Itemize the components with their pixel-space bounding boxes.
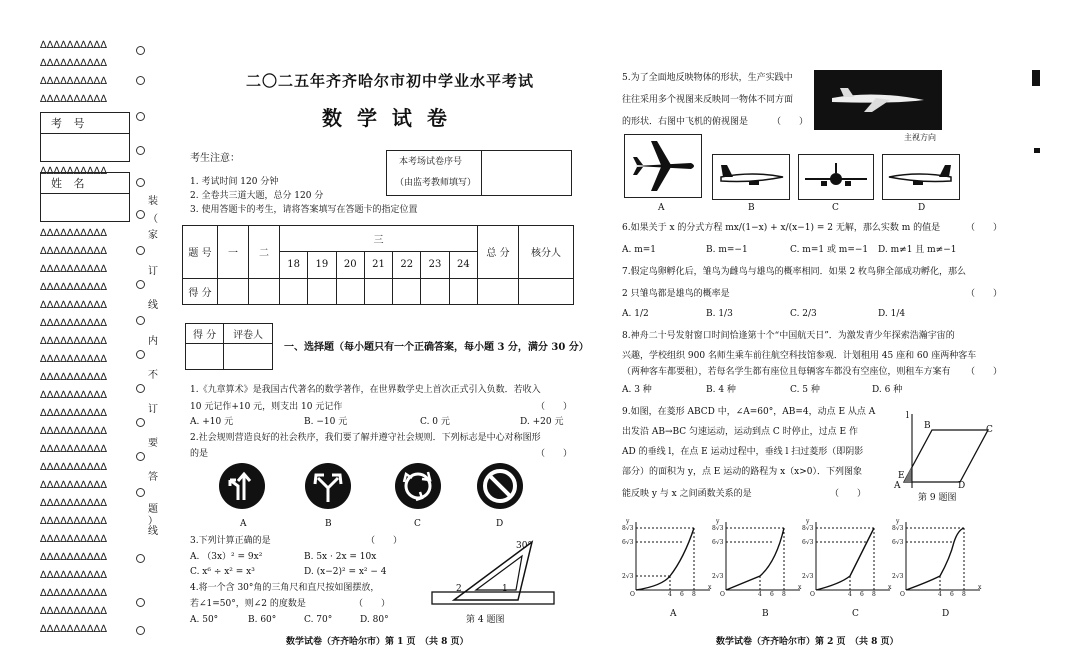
plane-side-view-icon <box>713 155 789 199</box>
q8-text: 兴趣，学校组织 900 名师生乘车前往航空科技馆参观．计划租用 45 座和 60 座两种客车 <box>622 351 977 361</box>
q7-answer-paren[interactable]: （ ） <box>966 289 1003 299</box>
airplane-photo-icon <box>814 70 942 130</box>
binding-hole-icon <box>136 178 145 187</box>
score-subcol: 21 <box>364 252 392 278</box>
q2-text: 的是 <box>190 449 209 459</box>
q7-option-a[interactable]: A. 1/2 <box>622 309 649 319</box>
triangle-row: ∆∆∆∆∆∆∆∆∆∆ <box>40 624 107 635</box>
q9-text: 9.如图，在菱形 ABCD 中，∠A=60°，AB=4，动点 E 从点 A <box>622 407 876 417</box>
binding-note-char: 订 <box>148 404 158 415</box>
q4-option-c[interactable]: C. 70° <box>304 615 333 625</box>
q8-answer-paren[interactable]: （ ） <box>966 367 1003 377</box>
binding-note-char: ） <box>148 516 158 527</box>
q2-label-c: C <box>414 519 421 529</box>
score-cell[interactable] <box>393 278 421 304</box>
y-tick-label: 8√3 <box>892 525 904 532</box>
triangle-row: ∆∆∆∆∆∆∆∆∆∆ <box>40 480 107 491</box>
x-tick-label: 4 <box>938 591 942 598</box>
binding-hole-icon <box>136 554 145 563</box>
score-subcol: 24 <box>449 252 477 278</box>
triangle-row: ∆∆∆∆∆∆∆∆∆∆ <box>40 588 107 599</box>
origin-label: O <box>630 591 635 598</box>
q2-label-d: D <box>496 519 504 529</box>
axis-y-label: y <box>896 518 900 525</box>
y-tick-label: 8√3 <box>622 525 634 532</box>
axis-x-label: x <box>708 584 712 591</box>
triangle-row: ∆∆∆∆∆∆∆∆∆∆ <box>40 228 107 239</box>
q9-graph-label-a: A <box>670 609 677 619</box>
q4-figure-caption: 第 4 题图 <box>466 615 505 625</box>
x-tick-label: 8 <box>692 591 696 598</box>
score-cell[interactable] <box>364 278 392 304</box>
q2-label-a: A <box>240 519 247 529</box>
axis-y-label: y <box>806 518 810 525</box>
notice-heading: 考生注意： <box>190 153 240 164</box>
q4-figure <box>428 534 558 622</box>
q4-option-b[interactable]: B. 60° <box>248 615 277 625</box>
q8-text: （两种客车都要租），若每名学生都有座位且每辆客车都没有空座位，则租车方案有 <box>622 367 951 377</box>
q6-option-d[interactable]: D. m≠1 且 m≠−1 <box>878 245 957 255</box>
binding-note-char: 要 <box>148 438 158 449</box>
plane-front-view-icon <box>799 155 873 199</box>
q3-option-c[interactable]: C. x⁶ ÷ x² = x³ <box>190 567 255 577</box>
binding-note-char: （ <box>148 214 158 225</box>
notice-item: 1. 考试时间 120 分钟 <box>190 177 279 187</box>
triangle-row: ∆∆∆∆∆∆∆∆∆∆ <box>40 300 107 311</box>
page-footer-left: 数学试卷（齐齐哈尔市）第 1 页 （共 8 页） <box>286 637 469 647</box>
binding-note-char: 家 <box>148 230 158 241</box>
q8-option-c[interactable]: C. 5 种 <box>790 385 820 395</box>
y-tick-label: 2√3 <box>712 573 724 580</box>
q3-answer-paren[interactable]: （ ） <box>366 536 403 546</box>
q1-answer-paren[interactable]: （ ） <box>536 402 573 412</box>
q9-text: 能反映 y 与 x 之间函数关系的是 <box>622 489 752 499</box>
q9-label-A: A <box>894 481 901 491</box>
notice-item: 2. 全卷共三道大题，总分 120 分 <box>190 191 324 201</box>
seat-number-box[interactable] <box>386 150 572 196</box>
q9-answer-paren[interactable]: （ ） <box>830 489 867 499</box>
triangle-row: ∆∆∆∆∆∆∆∆∆∆ <box>40 336 107 347</box>
y-tick-label: 6√3 <box>622 539 634 546</box>
q1-option-d[interactable]: D. +20 元 <box>520 417 564 427</box>
q5-label-a: A <box>658 203 665 213</box>
q9-graph-label-b: B <box>762 609 769 619</box>
score-table <box>182 225 574 305</box>
q5-text: 往往采用多个视图来反映同一物体不同方面 <box>622 95 794 105</box>
triangle-row: ∆∆∆∆∆∆∆∆∆∆ <box>40 444 107 455</box>
binding-hole-icon <box>136 418 145 427</box>
binding-hole-icon <box>136 384 145 393</box>
binding-hole-icon <box>136 280 145 289</box>
score-cell[interactable] <box>308 278 336 304</box>
plane-top-view-icon <box>625 135 701 197</box>
q8-text: 8.神舟二十号发射窗口时间恰逢第十个“中国航天日”．为激发青少年探索浩瀚宇宙的 <box>622 331 955 341</box>
score-subcol: 20 <box>336 252 364 278</box>
score-col-total: 总 分 <box>478 226 519 279</box>
exam-number-box[interactable] <box>40 112 130 162</box>
q4-option-a[interactable]: A. 50° <box>190 615 219 625</box>
turn-arrows-sign-icon <box>218 462 266 510</box>
q5-label-d: D <box>918 203 926 213</box>
q9-label-B: B <box>924 421 931 431</box>
score-col-checker: 核分人 <box>519 226 574 279</box>
q7-option-b[interactable]: B. 1/3 <box>706 309 733 319</box>
q9-figure-caption: 第 9 题图 <box>918 493 957 503</box>
binding-hole-icon <box>136 76 145 85</box>
q8-option-a[interactable]: A. 3 种 <box>622 385 652 395</box>
binding-note-char: 内 <box>148 336 158 347</box>
fork-arrows-sign-icon <box>304 462 352 510</box>
axis-y-label: y <box>626 518 630 525</box>
triangle-row: ∆∆∆∆∆∆∆∆∆∆ <box>40 282 107 293</box>
paper-title: 数 学 试 卷 <box>322 106 451 130</box>
q7-option-c[interactable]: C. 2/3 <box>790 309 817 319</box>
binding-hole-icon <box>136 146 145 155</box>
x-tick-label: 4 <box>758 591 762 598</box>
q1-text: 10 元记作+10 元，则支出 10 元记作 <box>190 402 343 412</box>
q7-text: 7.假定鸟卵孵化后，雏鸟为雌鸟与雄鸟的概率相同．如果 2 枚鸟卵全部成功孵化，那么 <box>622 267 967 277</box>
binding-note-char: 线 <box>148 300 158 311</box>
q5-answer-paren[interactable]: （ ） <box>772 117 809 127</box>
exam-number-label: 考 号 <box>51 117 89 130</box>
function-graph-d <box>892 518 984 598</box>
student-name-box[interactable] <box>40 172 130 222</box>
q9-graph-d[interactable] <box>892 518 984 602</box>
q6-option-a[interactable]: A. m=1 <box>622 245 657 255</box>
triangle-row: ∆∆∆∆∆∆∆∆∆∆ <box>40 516 107 527</box>
score-subcol: 19 <box>308 252 336 278</box>
function-graph-c <box>802 518 894 598</box>
q9-label-l: l <box>906 411 909 421</box>
triangle-row: ∆∆∆∆∆∆∆∆∆∆ <box>40 606 107 617</box>
q4-angle-label: 30° <box>516 541 532 551</box>
airplane-photo <box>814 70 942 130</box>
binding-note-char: 线 <box>148 526 158 537</box>
triangle-row: ∆∆∆∆∆∆∆∆∆∆ <box>40 354 107 365</box>
seat-box-note: （由监考教师填写） <box>395 178 477 188</box>
x-tick-label: 4 <box>668 591 672 598</box>
roundabout-sign-icon <box>394 462 442 510</box>
set-square-ruler-figure <box>428 534 558 618</box>
x-tick-label: 6 <box>950 591 954 598</box>
y-tick-label: 6√3 <box>712 539 724 546</box>
q1-text: 1.《九章算术》是我国古代著名的数学著作，在世界数学史上首次正式引入负数．若收入 <box>190 385 541 395</box>
q5-label-c: C <box>832 203 839 213</box>
q6-answer-paren[interactable]: （ ） <box>966 223 1003 233</box>
grader-score-label: 得 分 <box>186 324 224 344</box>
q6-text: 6.如果关于 x 的分式方程 mx/(1−x) + x/(x−1) = 2 无解，那么实数 m 的值是 <box>622 223 941 233</box>
score-subcol: 18 <box>280 252 308 278</box>
q3-text: 3.下列计算正确的是 <box>190 536 271 546</box>
q3-option-d[interactable]: D. (x−2)² = x² − 4 <box>304 567 387 577</box>
grader-reviewer-label: 评卷人 <box>224 324 273 344</box>
binding-hole-icon <box>136 350 145 359</box>
score-cell[interactable] <box>249 278 280 304</box>
binding-hole-icon <box>136 112 145 121</box>
registration-mark <box>1034 148 1040 153</box>
q2-sign-a[interactable] <box>218 462 266 514</box>
function-graph-a <box>622 518 714 598</box>
score-cell[interactable] <box>421 278 449 304</box>
triangle-row: ∆∆∆∆∆∆∆∆∆∆ <box>40 390 107 401</box>
binding-hole-icon <box>136 488 145 497</box>
q7-text: 2 只雏鸟都是雄鸟的概率是 <box>622 289 730 299</box>
triangle-row: ∆∆∆∆∆∆∆∆∆∆ <box>40 426 107 437</box>
q3-option-a[interactable]: A. （3x）² = 9x² <box>190 552 263 562</box>
q4-angle-mark: 2 <box>456 584 462 594</box>
q9-graph-b[interactable] <box>712 518 804 602</box>
q9-text: AD 的垂线 l，在点 E 运动过程中，垂线 l 扫过菱形（即阴影 <box>622 447 864 457</box>
q4-option-d[interactable]: D. 80° <box>360 615 389 625</box>
x-tick-label: 8 <box>782 591 786 598</box>
exam-title: 二〇二五年齐齐哈尔市初中学业水平考试 <box>246 72 535 90</box>
q5-option-c[interactable] <box>798 154 874 200</box>
q2-label-b: B <box>325 519 332 529</box>
section-one-heading: 一、选择题（每小题只有一个正确答案，每小题 3 分，满分 30 分） <box>284 342 589 353</box>
q9-graph-a[interactable] <box>622 518 714 602</box>
q2-sign-b[interactable] <box>304 462 352 514</box>
binding-hole-icon <box>136 246 145 255</box>
triangle-row: ∆∆∆∆∆∆∆∆∆∆ <box>40 76 107 87</box>
q5-text: 5.为了全面地反映物体的形状，生产实践中 <box>622 73 793 83</box>
binding-note-char: 订 <box>148 266 158 277</box>
q2-text: 2.社会规则营造良好的社会秩序，我们要了解并遵守社会规则．下列标志是中心对称图形 <box>190 433 541 443</box>
seat-box-label: 本考场试卷序号 <box>399 157 463 167</box>
triangle-row: ∆∆∆∆∆∆∆∆∆∆ <box>40 166 107 177</box>
view-direction-label: 主视方向 <box>904 133 936 142</box>
triangle-row: ∆∆∆∆∆∆∆∆∆∆ <box>40 264 107 275</box>
binding-hole-icon <box>136 452 145 461</box>
score-cell[interactable] <box>280 278 308 304</box>
score-subcol: 22 <box>393 252 421 278</box>
triangle-row: ∆∆∆∆∆∆∆∆∆∆ <box>40 372 107 383</box>
score-col-one: 一 <box>218 226 249 279</box>
score-table-header: 题 号 <box>183 226 218 279</box>
q9-label-C: C <box>986 425 993 435</box>
x-tick-label: 8 <box>962 591 966 598</box>
score-row-label: 得 分 <box>183 278 218 304</box>
triangle-row: ∆∆∆∆∆∆∆∆∆∆ <box>40 408 107 419</box>
axis-x-label: x <box>888 584 892 591</box>
y-tick-label: 8√3 <box>712 525 724 532</box>
q5-option-b[interactable] <box>712 154 790 200</box>
axis-x-label: x <box>978 584 982 591</box>
y-tick-label: 6√3 <box>802 539 814 546</box>
binding-note-char: 装 <box>148 196 158 207</box>
triangle-row: ∆∆∆∆∆∆∆∆∆∆ <box>40 534 107 545</box>
score-col-three: 三 <box>280 226 478 252</box>
y-tick-label: 6√3 <box>892 539 904 546</box>
binding-hole-icon <box>136 316 145 325</box>
triangle-row: ∆∆∆∆∆∆∆∆∆∆ <box>40 40 107 51</box>
score-cell[interactable] <box>218 278 249 304</box>
y-tick-label: 8√3 <box>802 525 814 532</box>
axis-y-label: y <box>716 518 720 525</box>
q5-label-b: B <box>748 203 755 213</box>
score-col-two: 二 <box>249 226 280 279</box>
y-tick-label: 2√3 <box>622 573 634 580</box>
triangle-row: ∆∆∆∆∆∆∆∆∆∆ <box>40 246 107 257</box>
page-footer-right: 数学试卷（齐齐哈尔市）第 2 页 （共 8 页） <box>716 637 899 647</box>
binding-hole-icon <box>136 46 145 55</box>
q4-text: 4.将一个含 30°角的三角尺和直尺按如图摆放， <box>190 583 380 593</box>
x-tick-label: 4 <box>848 591 852 598</box>
q9-text: 出发沿 AB→BC 匀速运动，运动到点 C 时停止，过点 E 作 <box>622 427 858 437</box>
q1-option-b[interactable]: B. −10 元 <box>304 417 348 427</box>
student-name-label: 姓 名 <box>51 177 89 190</box>
q5-option-d[interactable] <box>882 154 960 200</box>
origin-label: O <box>810 591 815 598</box>
triangle-row: ∆∆∆∆∆∆∆∆∆∆ <box>40 58 107 69</box>
q9-label-D: D <box>958 481 966 491</box>
x-tick-label: 6 <box>770 591 774 598</box>
q4-text: 若∠1=50°，则∠2 的度数是 <box>190 599 306 609</box>
grader-box <box>185 323 273 370</box>
q3-option-b[interactable]: B. 5x · 2x = 10x <box>304 552 377 562</box>
grader-reviewer-cell[interactable] <box>224 344 273 370</box>
q9-graph-c[interactable] <box>802 518 894 602</box>
q9-text: 部分）的面积为 y，点 E 运动的路程为 x（x>0）．下列图象 <box>622 467 863 477</box>
x-tick-label: 8 <box>872 591 876 598</box>
origin-label: O <box>900 591 905 598</box>
q6-option-c[interactable]: C. m=1 或 m=−1 <box>790 245 869 255</box>
binding-note-char: 答 <box>148 472 158 483</box>
q7-option-d[interactable]: D. 1/4 <box>878 309 906 319</box>
binding-hole-icon <box>136 626 145 635</box>
triangle-row: ∆∆∆∆∆∆∆∆∆∆ <box>40 570 107 581</box>
q5-option-a[interactable] <box>624 134 702 198</box>
notice-item: 3. 使用答题卡的考生，请将答案填写在答题卡的指定位置 <box>190 205 418 215</box>
y-tick-label: 2√3 <box>802 573 814 580</box>
q9-rhombus-figure <box>896 410 996 496</box>
score-cell[interactable] <box>519 278 574 304</box>
registration-mark <box>1032 70 1040 86</box>
binding-hole-icon <box>136 210 145 219</box>
q8-option-b[interactable]: B. 4 种 <box>706 385 736 395</box>
q2-sign-d[interactable] <box>476 462 524 514</box>
q1-option-c[interactable]: C. 0 元 <box>420 417 450 427</box>
triangle-row: ∆∆∆∆∆∆∆∆∆∆ <box>40 498 107 509</box>
score-subcol: 23 <box>421 252 449 278</box>
q2-sign-c[interactable] <box>394 462 442 514</box>
plane-side-view-icon <box>883 155 959 199</box>
q4-angle-mark: 1 <box>502 584 508 594</box>
binding-hole-icon <box>136 598 145 607</box>
score-cell[interactable] <box>449 278 477 304</box>
triangle-row: ∆∆∆∆∆∆∆∆∆∆ <box>40 318 107 329</box>
binding-note-char: 题 <box>148 504 158 515</box>
function-graph-b <box>712 518 804 598</box>
x-tick-label: 6 <box>860 591 864 598</box>
q6-option-b[interactable]: B. m=−1 <box>706 245 748 255</box>
binding-note-char: 不 <box>148 370 158 381</box>
x-tick-label: 6 <box>680 591 684 598</box>
q4-answer-paren[interactable]: （ ） <box>354 599 391 609</box>
grader-score-cell[interactable] <box>186 344 224 370</box>
score-cell[interactable] <box>478 278 519 304</box>
origin-label: O <box>720 591 725 598</box>
score-cell[interactable] <box>336 278 364 304</box>
q9-label-E: E <box>898 471 905 481</box>
q2-answer-paren[interactable]: （ ） <box>536 449 573 459</box>
q9-graph-label-c: C <box>852 609 859 619</box>
y-tick-label: 2√3 <box>892 573 904 580</box>
axis-x-label: x <box>798 584 802 591</box>
triangle-row: ∆∆∆∆∆∆∆∆∆∆ <box>40 552 107 563</box>
q9-graph-label-d: D <box>942 609 950 619</box>
rhombus-figure <box>896 410 996 492</box>
q8-option-d[interactable]: D. 6 种 <box>872 385 903 395</box>
q1-option-a[interactable]: A. +10 元 <box>190 417 234 427</box>
q5-text: 的形状．右图中飞机的俯视图是 <box>622 117 749 127</box>
no-entry-sign-icon <box>476 462 524 510</box>
triangle-row: ∆∆∆∆∆∆∆∆∆∆ <box>40 94 107 105</box>
triangle-row: ∆∆∆∆∆∆∆∆∆∆ <box>40 462 107 473</box>
